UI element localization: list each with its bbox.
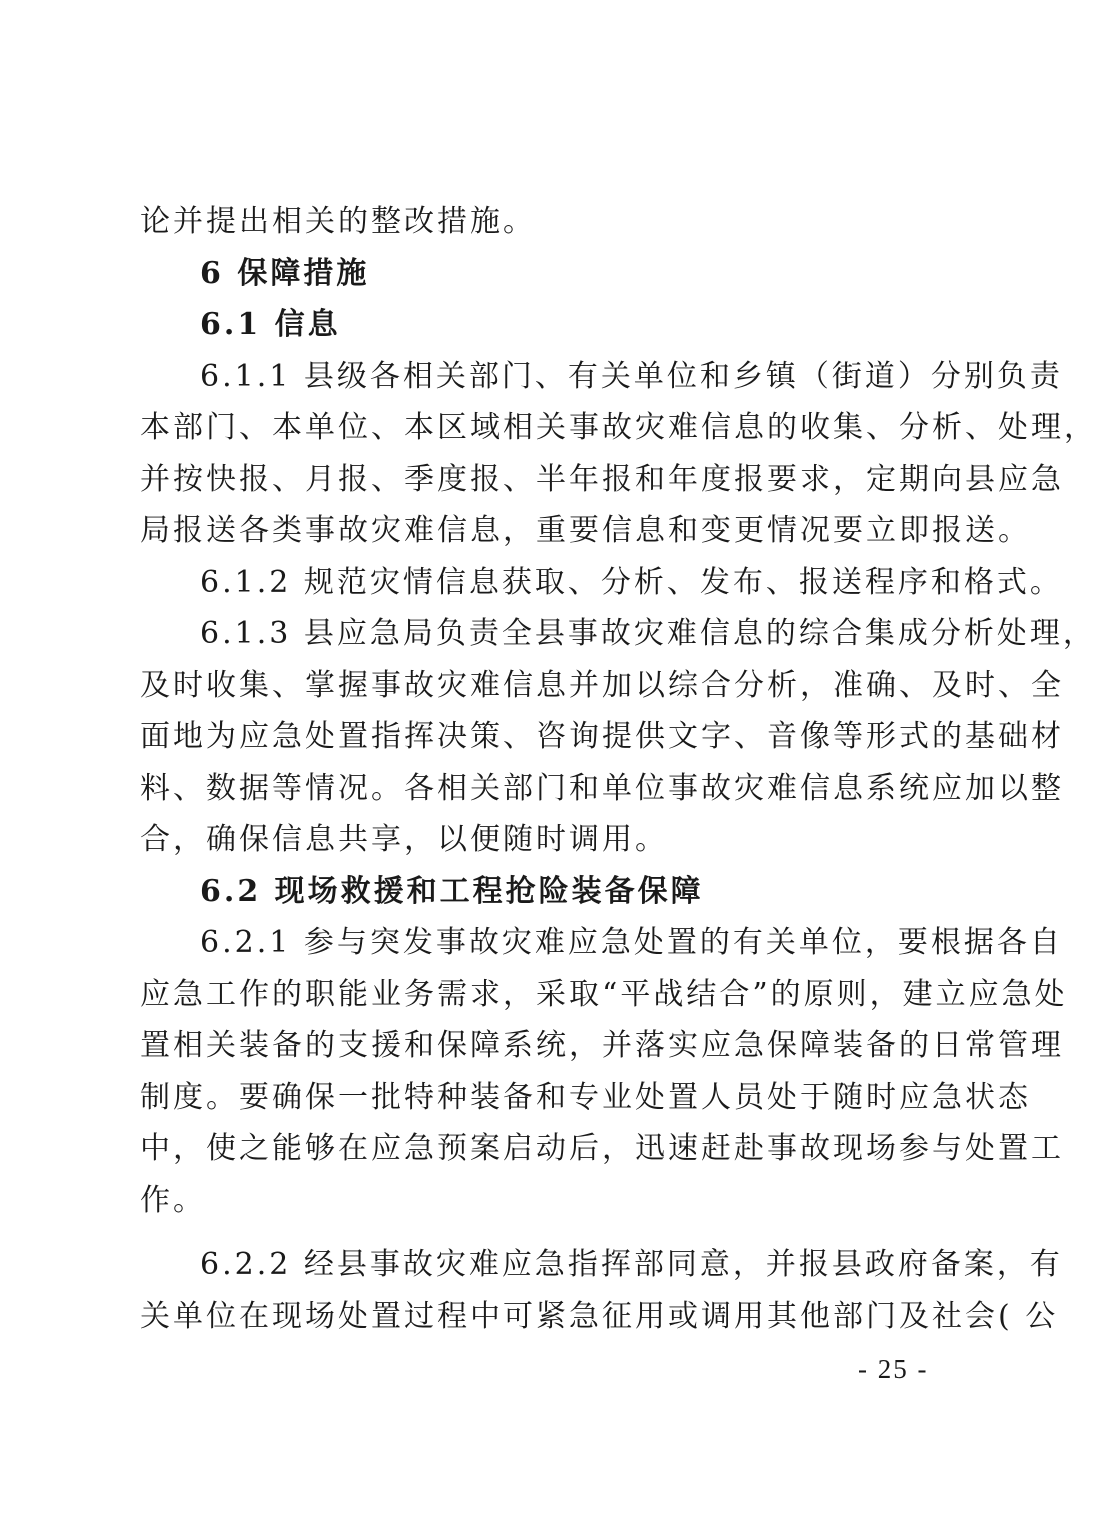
paragraph-line: 6.2.1 参与突发事故灾难应急处置的有关单位，要根据各自	[200, 925, 1063, 960]
paragraph-line: 面地为应急处置指挥决策、咨询提供文字、音像等形式的基础材	[140, 719, 1064, 754]
paragraph-line: 置相关装备的支援和保障系统，并落实应急保障装备的日常管理	[140, 1028, 1064, 1063]
section-heading-6-1: 6.1 信息	[200, 307, 341, 342]
paragraph-line: 合，确保信息共享，以便随时调用。	[140, 822, 668, 857]
page-number: - 25 -	[858, 1354, 929, 1384]
paragraph-line: 料、数据等情况。各相关部门和单位事故灾难信息系统应加以整	[140, 770, 1064, 806]
paragraph-line: 并按快报、月报、季度报、半年报和年度报要求，定期向县应急	[140, 461, 1064, 497]
paragraph-line: 关单位在现场处置过程中可紧急征用或调用其他部门及社会( 公	[140, 1298, 1059, 1334]
paragraph-gap	[140, 1226, 936, 1239]
paragraph-line: 6.1.3 县应急局负责全县事故灾难信息的综合集成分析处理，	[200, 616, 1096, 651]
section-heading-6-2: 6.2 现场救援和工程抢险装备保障	[200, 873, 704, 909]
paragraph-line: 作。	[140, 1182, 206, 1218]
paragraph-line: 6.1.1 县级各相关部门、有关单位和乡镇（街道）分别负责	[200, 358, 1063, 394]
paragraph-line: 应急工作的职能业务需求，采取“平战结合”的原则，建立应急处	[140, 976, 1068, 1012]
paragraph-line: 6.2.2 经县事故灾难应急指挥部同意，并报县政府备案，有	[200, 1247, 1063, 1282]
paragraph-line: 及时收集、掌握事故灾难信息并加以综合分析，准确、及时、全	[140, 667, 1064, 703]
paragraph-line: 中，使之能够在应急预案启动后，迅速赶赴事故现场参与处置工	[140, 1131, 1064, 1166]
section-heading-6: 6 保障措施	[200, 255, 370, 291]
body-text	[140, 196, 1097, 1342]
paragraph-line: 局报送各类事故灾难信息，重要信息和变更情况要立即报送。	[140, 513, 1031, 548]
paragraph-line: 本部门、本单位、本区域相关事故灾难信息的收集、分析、处理，	[140, 410, 1097, 445]
paragraph-line: 论并提出相关的整改措施。	[140, 204, 536, 239]
paragraph-line: 6.1.2 规范灾情信息获取、分析、发布、报送程序和格式。	[200, 564, 1063, 600]
paragraph-line: 制度。要确保一批特种装备和专业处置人员处于随时应急状态	[140, 1079, 1031, 1115]
